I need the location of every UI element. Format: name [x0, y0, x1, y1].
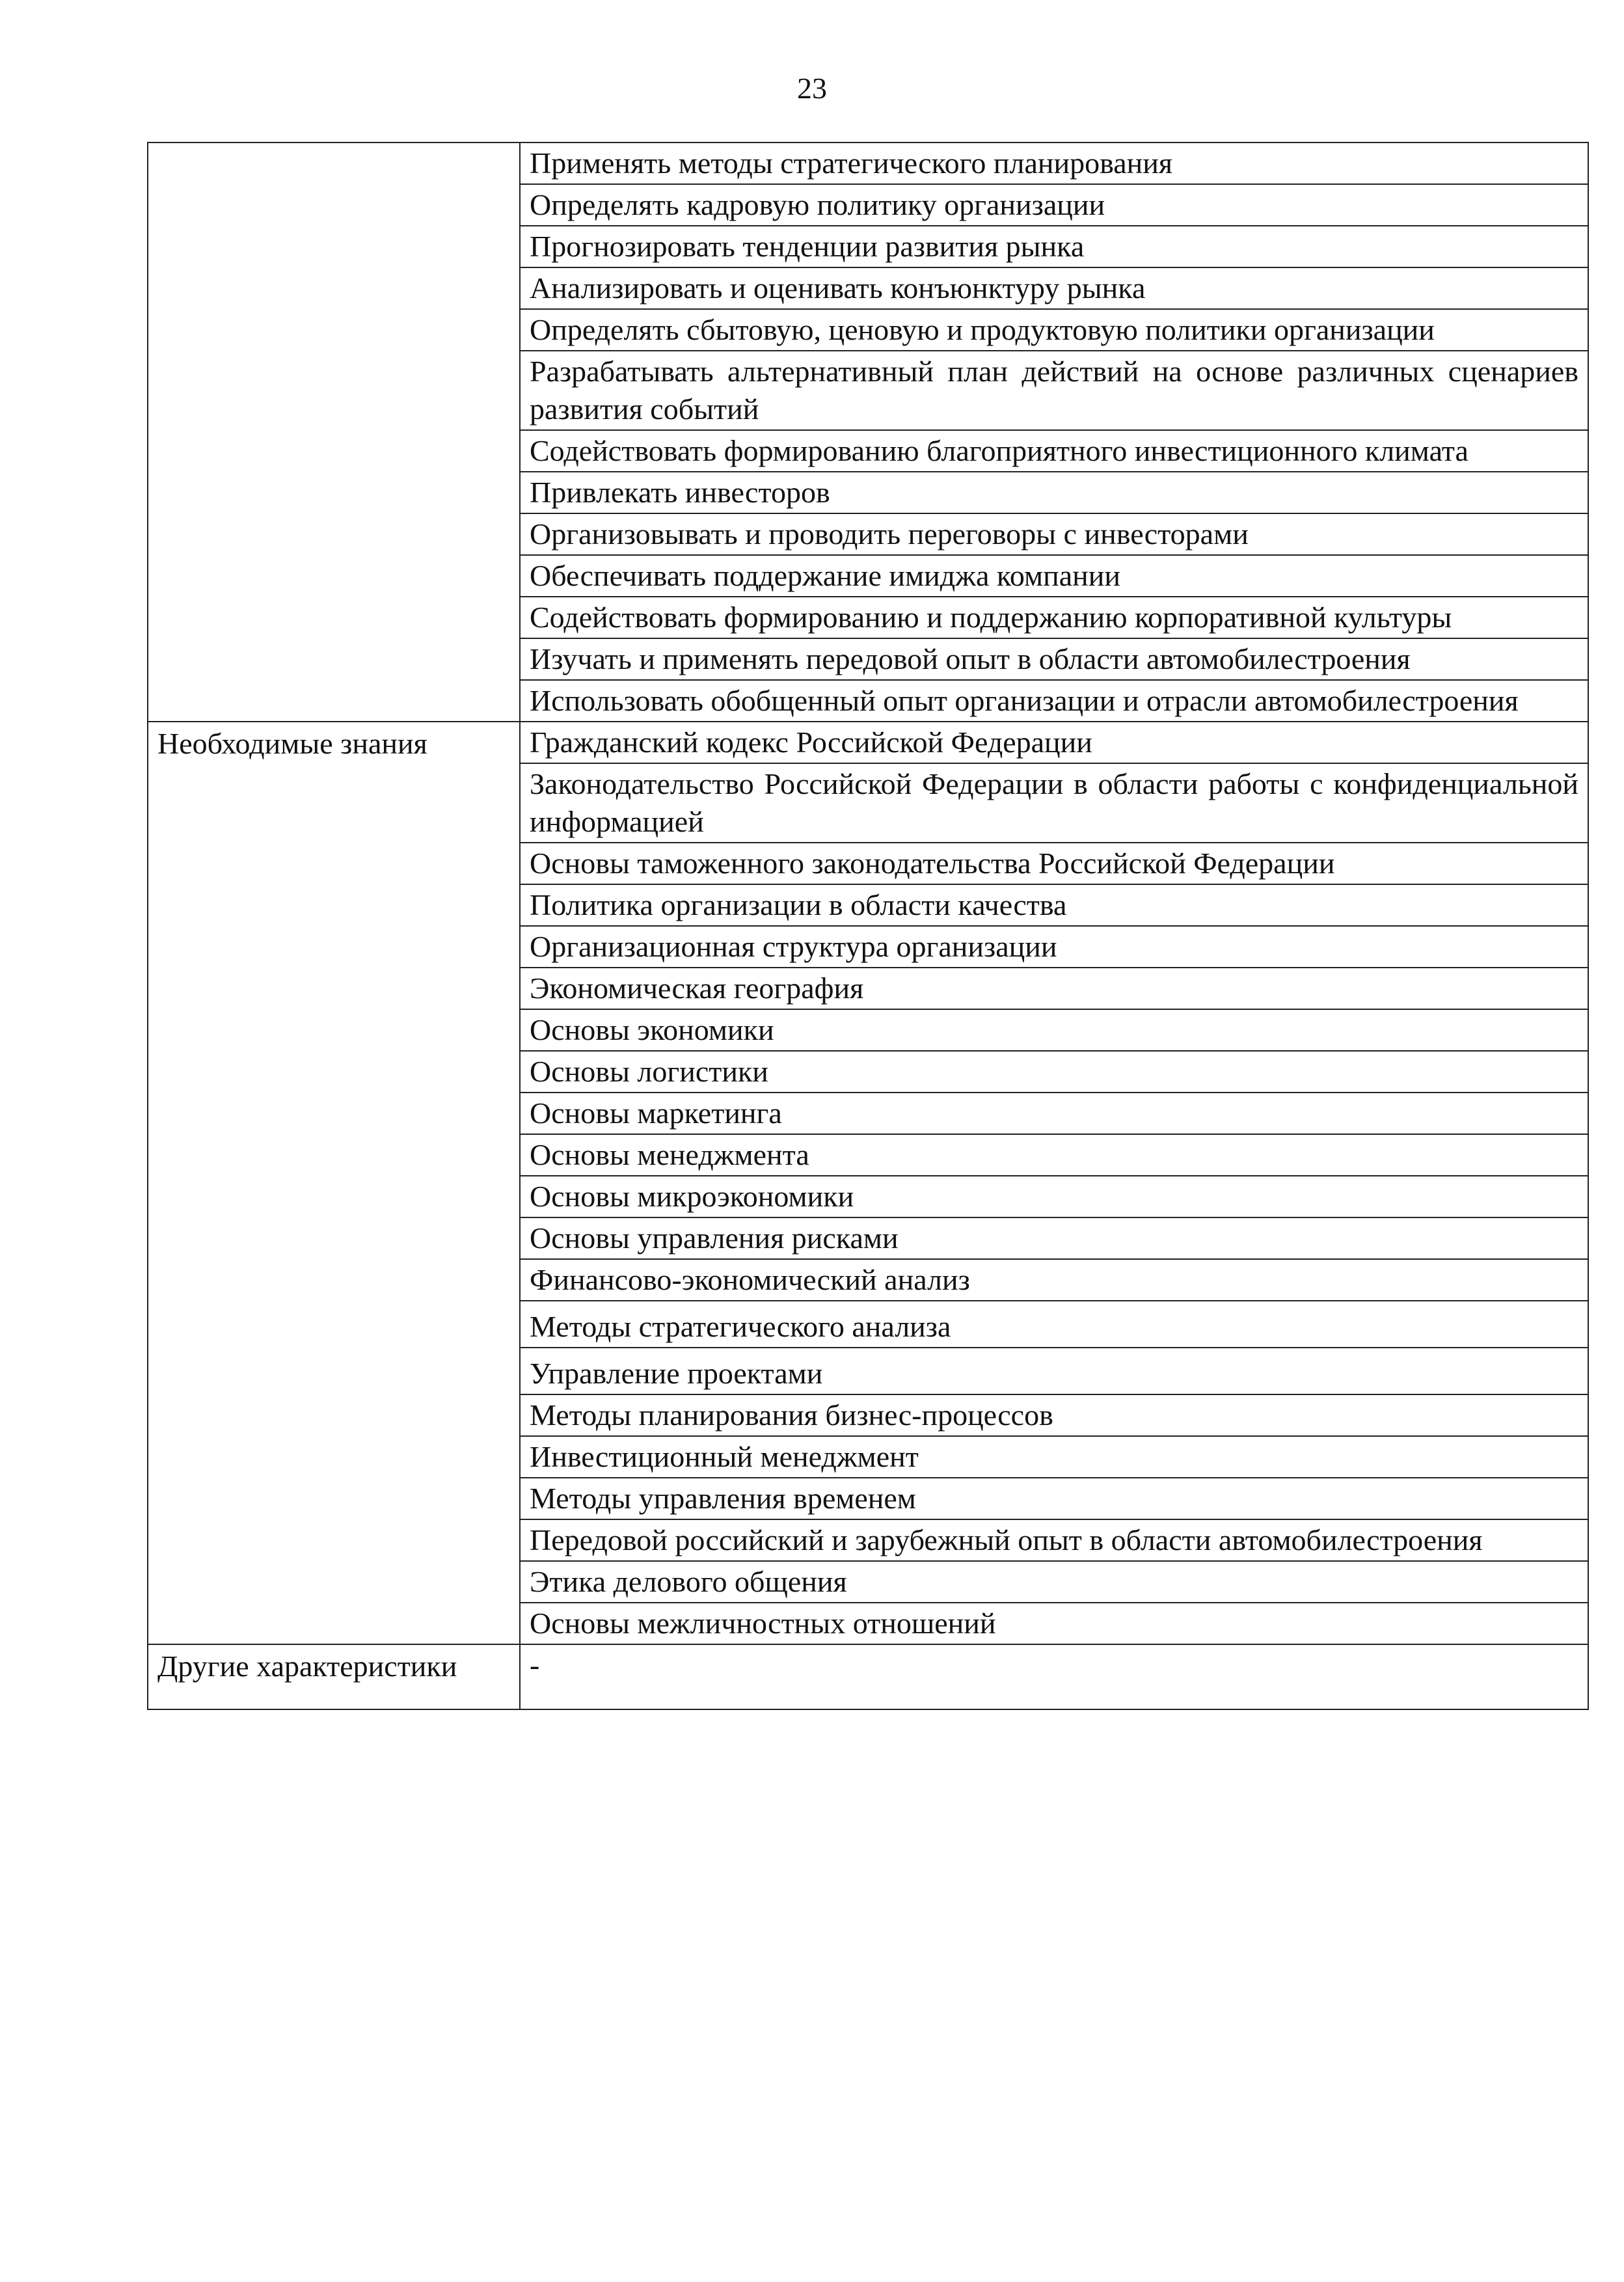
- required-knowledge-item: Основы межличностных отношений: [520, 1603, 1588, 1644]
- required-knowledge-item: Политика организации в области качества: [520, 884, 1588, 926]
- required-knowledge-item: Этика делового общения: [520, 1561, 1588, 1603]
- skills-continued-item: Использовать обобщенный опыт организации и отрасли автомобилестроения: [520, 680, 1588, 722]
- required-knowledge-item: Гражданский кодекс Российской Федерации: [520, 722, 1588, 763]
- skills-continued-item: Определять сбытовую, ценовую и продуктовую политики организации: [520, 309, 1588, 351]
- other-characteristics-value: -: [520, 1644, 1588, 1709]
- skills-continued-item: Привлекать инвесторов: [520, 472, 1588, 513]
- required-knowledge-item: Экономическая география: [520, 968, 1588, 1009]
- table-row: [148, 722, 1588, 763]
- table-row: [148, 1644, 1588, 1709]
- required-knowledge-item: Инвестиционный менеджмент: [520, 1436, 1588, 1478]
- required-knowledge-item: Методы стратегического анализа: [520, 1301, 1588, 1348]
- required-knowledge-item: Законодательство Российской Федерации в области работы с конфиденциальной информацией: [520, 763, 1588, 843]
- skills-continued-item: Определять кадровую политику организации: [520, 184, 1588, 226]
- required-knowledge-item: Основы экономики: [520, 1009, 1588, 1051]
- skills-continued-item: Содействовать формированию и поддержанию корпоративной культуры: [520, 597, 1588, 638]
- skills-continued-label: [148, 143, 520, 722]
- required-knowledge-item: Основы логистики: [520, 1051, 1588, 1093]
- skills-continued-item: Прогнозировать тенденции развития рынка: [520, 226, 1588, 267]
- required-knowledge-item: Управление проектами: [520, 1348, 1588, 1394]
- required-knowledge-item: Финансово-экономический анализ: [520, 1259, 1588, 1301]
- skills-continued-item: Организовывать и проводить переговоры с инвесторами: [520, 513, 1588, 555]
- required-knowledge-item: Основы менеджмента: [520, 1134, 1588, 1176]
- other-characteristics-label: Другие характеристики: [148, 1644, 520, 1709]
- skills-continued-item: Анализировать и оценивать конъюнктуру рынка: [520, 267, 1588, 309]
- skills-continued-item: Содействовать формированию благоприятного инвестиционного климата: [520, 430, 1588, 472]
- required-knowledge-item: Основы микроэкономики: [520, 1176, 1588, 1217]
- required-knowledge-item: Передовой российский и зарубежный опыт в области автомобилестроения: [520, 1519, 1588, 1561]
- page-number: 23: [797, 72, 827, 105]
- characteristics-table: [147, 142, 1589, 1710]
- required-knowledge-item: Основы таможенного законодательства Российской Федерации: [520, 843, 1588, 884]
- skills-continued-item: Разрабатывать альтернативный план действий на основе различных сценариев развития событий: [520, 351, 1588, 430]
- skills-continued-item: Изучать и применять передовой опыт в области автомобилестроения: [520, 638, 1588, 680]
- table-body: [148, 143, 1588, 1709]
- required-knowledge-item: Основы маркетинга: [520, 1093, 1588, 1134]
- required-knowledge-item: Организационная структура организации: [520, 926, 1588, 968]
- required-knowledge-item: Основы управления рисками: [520, 1217, 1588, 1259]
- skills-continued-item: Применять методы стратегического планирования: [520, 143, 1588, 184]
- required-knowledge-item: Методы управления временем: [520, 1478, 1588, 1519]
- required-knowledge-label: Необходимые знания: [148, 722, 520, 1644]
- skills-continued-item: Обеспечивать поддержание имиджа компании: [520, 555, 1588, 597]
- table-row: [148, 143, 1588, 184]
- required-knowledge-item: Методы планирования бизнес-процессов: [520, 1394, 1588, 1436]
